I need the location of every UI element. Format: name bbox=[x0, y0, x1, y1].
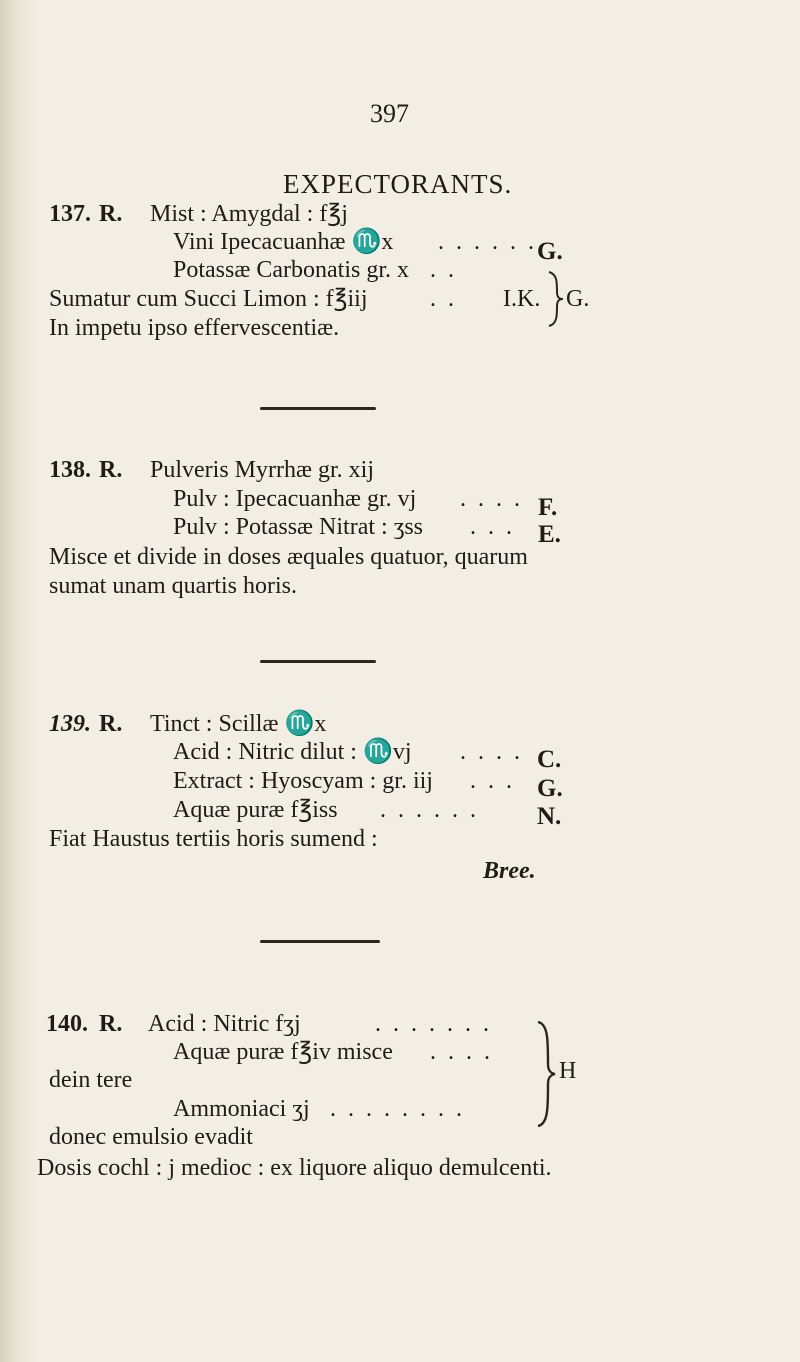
rx-138-line-4: Misce et divide in doses æquales quatuor, quarum bbox=[49, 544, 528, 570]
rx-139-line-5: Fiat Haustus tertiis horis sumend : bbox=[49, 826, 378, 852]
rx-137-line-4: Sumatur cum Succi Limon : f℥iij bbox=[49, 286, 368, 312]
rx-140-line-4: Ammoniaci ʒj bbox=[173, 1096, 310, 1122]
rx-139-number: 139. bbox=[49, 711, 91, 737]
rx-138-line-3: Pulv : Potassæ Nitrat : ʒss bbox=[173, 514, 424, 540]
rx-137-brace bbox=[545, 270, 565, 328]
page-gutter-shadow bbox=[0, 0, 38, 1362]
page-number: 397 bbox=[370, 99, 409, 128]
rx-139-mark-g: G. bbox=[537, 775, 563, 802]
rx-138-line-2: Pulv : Ipecacuanhæ gr. vj bbox=[173, 486, 417, 512]
rx-137-line-5: In impetu ipso effervescentiæ. bbox=[49, 315, 340, 341]
rx-137-line-2-dots: . . . . . . bbox=[438, 229, 537, 255]
rx-139-mark-n: N. bbox=[537, 803, 562, 830]
rx-138-line-3-dots: . . . bbox=[470, 514, 515, 540]
rx-139-line-3-dots: . . . bbox=[470, 768, 515, 794]
rx-140-symbol: R. bbox=[99, 1011, 123, 1037]
separator-rule-3 bbox=[260, 940, 380, 943]
section-heading: EXPECTORANTS. bbox=[283, 169, 513, 199]
rx-140-line-5: donec emulsio evadit bbox=[49, 1124, 253, 1150]
rx-140-line-2-dots: . . . . bbox=[430, 1039, 493, 1065]
rx-138-symbol: R. bbox=[99, 457, 123, 483]
rx-139-line-3: Extract : Hyoscyam : gr. iij bbox=[173, 768, 433, 794]
rx-137-line-1: Mist : Amygdal : f℥j bbox=[150, 201, 348, 227]
rx-137-brace-mark: G. bbox=[566, 286, 590, 312]
rx-140-line-1-dots: . . . . . . . bbox=[375, 1011, 492, 1037]
separator-rule-2 bbox=[260, 660, 376, 663]
rx-140-line-1: Acid : Nitric fʒj bbox=[148, 1011, 301, 1037]
rx-137-mark-g: G. bbox=[537, 238, 563, 265]
rx-137-line-2: Vini Ipecacuanhæ ♏x bbox=[173, 229, 394, 255]
rx-137-mark-ik: I.K. bbox=[503, 286, 541, 312]
rx-140-line-3: dein tere bbox=[49, 1067, 133, 1093]
rx-139-symbol: R. bbox=[99, 711, 123, 737]
rx-137-line-4-dots: . . bbox=[430, 286, 457, 312]
rx-140-brace-mark: H bbox=[559, 1058, 577, 1084]
rx-139-line-4: Aquæ puræ f℥iss bbox=[173, 797, 338, 823]
rx-137-number: 137. bbox=[49, 201, 91, 227]
rx-140-line-6: Dosis cochl : j medioc : ex liquore aliquo demulcenti. bbox=[37, 1155, 552, 1181]
rx-138-line-5: sumat unam quartis horis. bbox=[49, 573, 297, 599]
rx-140-line-4-dots: . . . . . . . . bbox=[330, 1096, 465, 1122]
rx-138-number: 138. bbox=[49, 457, 91, 483]
rx-137-line-3-dots: . . bbox=[430, 257, 457, 283]
rx-139-line-4-dots: . . . . . . bbox=[380, 797, 479, 823]
rx-139-line-2-dots: . . . . bbox=[460, 739, 523, 765]
rx-140-line-2: Aquæ puræ f℥iv misce bbox=[173, 1039, 393, 1065]
rx-140-brace bbox=[532, 1020, 558, 1128]
rx-138-mark-f: F. bbox=[538, 494, 558, 521]
rx-139-signature: Bree. bbox=[483, 858, 536, 884]
separator-rule-1 bbox=[260, 407, 376, 410]
rx-137-symbol: R. bbox=[99, 201, 123, 227]
rx-138-line-2-dots: . . . . bbox=[460, 486, 523, 512]
rx-139-line-1: Tinct : Scillæ ♏x bbox=[150, 711, 327, 737]
rx-138-line-1: Pulveris Myrrhæ gr. xij bbox=[150, 457, 375, 483]
rx-139-mark-c: C. bbox=[537, 746, 562, 773]
rx-140-number: 140. bbox=[46, 1011, 88, 1037]
rx-138-mark-e: E. bbox=[538, 521, 561, 548]
rx-139-line-2: Acid : Nitric dilut : ♏vj bbox=[173, 739, 412, 765]
rx-137-line-3: Potassæ Carbonatis gr. x bbox=[173, 257, 410, 283]
